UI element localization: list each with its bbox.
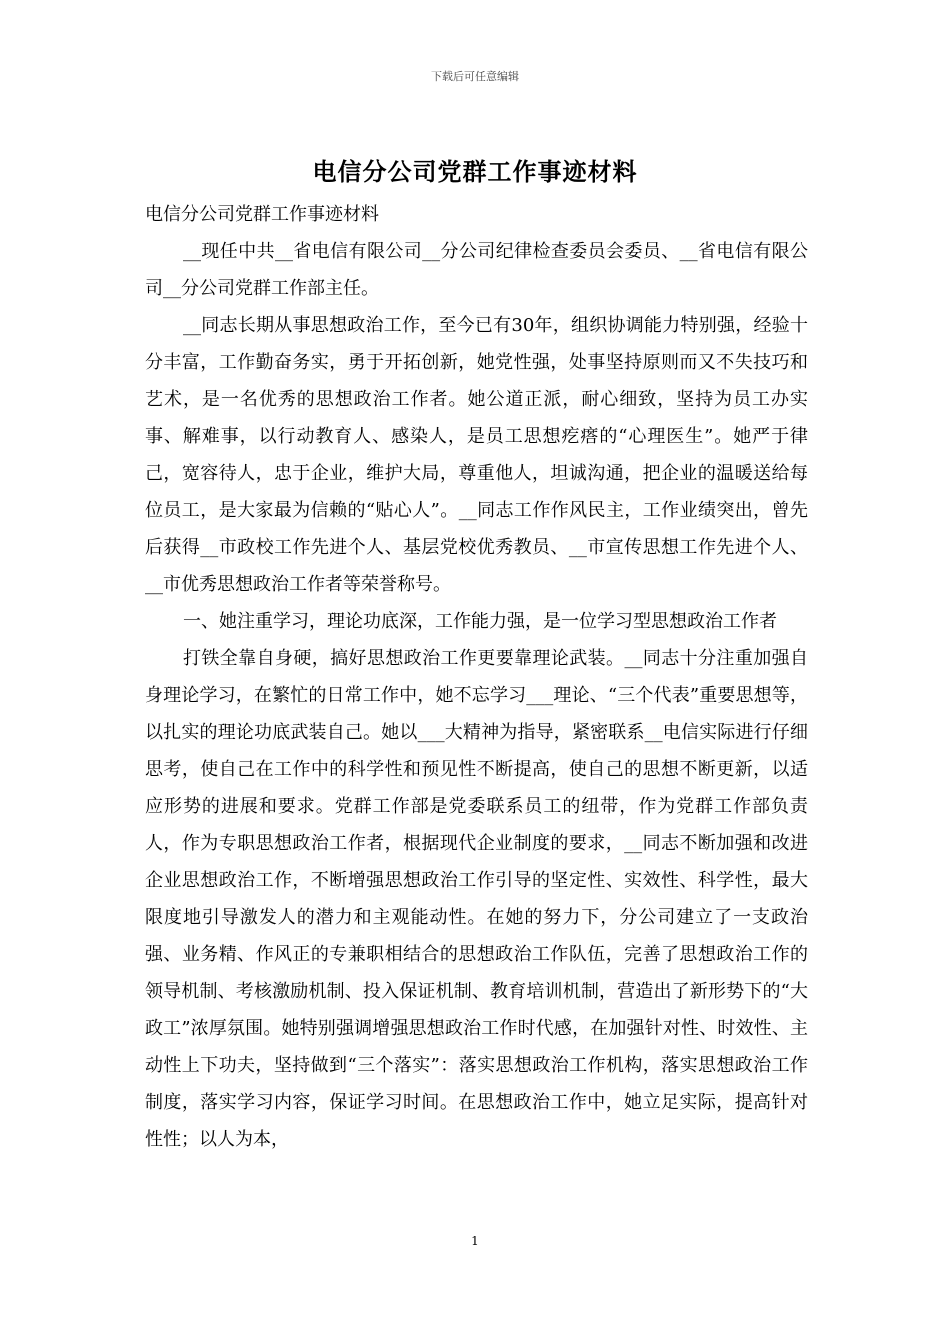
paragraph-subtitle: 电信分公司党群工作事迹材料 bbox=[145, 204, 379, 225]
paragraph: __现任中共__省电信有限公司__分公司纪律检查委员会委员、__省电信有限公司__分公司党群工作部主任。 bbox=[145, 241, 808, 299]
document-title: 电信分公司党群工作事迹材料 bbox=[312, 157, 638, 186]
paragraph: __同志长期从事思想政治工作，至今已有30年，组织协调能力特别强，经验十分丰富，工作勤奋务实，勇于开拓创新，她党性强，处事坚持原则而又不失技巧和艺术，是一名优秀的思想政治工作者。她公道正派，耐心细致，坚持为员工办实事、解难事，以行动教育人、感染人，是员工思想疙瘩的“心理医生”。她严于律己，宽容待人，忠于企业，维护大局，尊重他人，坦诚沟通，把企业的温暖送给每位员工，是大家最为信赖的“贴心人”。__同志工作作风民主，工作业绩突出，曾先后获得__市政校工作先进个人、基层党校优秀教员、__市宣传思想工作先进个人、__市优秀思想政治工作者等荣誉称号。 bbox=[145, 315, 808, 595]
paragraph: 打铁全靠自身硬，搞好思想政治工作更要靠理论武装。__同志十分注重加强自身理论学习，在繁忙的日常工作中，她不忘学习___理论、“三个代表”重要思想等，以扎实的理论功底武装自己。她以___大精神为指导，紧密联系__电信实际进行仔细思考，使自己在工作中的科学性和预见性不断提高，使自己的思想不断更新，以适应形势的进展和要求。党群工作部是党委联系员工的纽带，作为党群工作部负责人，作为专职思想政治工作者，根据现代企业制度的要求，__同志不断加强和改进企业思想政治工作，不断增强思想政治工作引导的坚定性、实效性、科学性，最大限度地引导激发人的潜力和主观能动性。在她的努力下，分公司建立了一支政治强、业务精、作风正的专兼职相结合的思想政治工作队伍，完善了思想政治工作的领导机制、考核激励机制、投入保证机制、教育培训机制，营造出了新形势下的“大政工”浓厚氛围。她特别强调增强思想政治工作时代感，在加强针对性、时效性、主动性上下功夫，坚持做到“三个落实”：落实思想政治工作机构，落实思想政治工作制度，落实学习内容，保证学习时间。在思想政治工作中，她立足实际，提高针对性性；以人为本， bbox=[145, 648, 808, 1150]
document-body bbox=[145, 196, 808, 1158]
header-note: 下载后可任意编辑 bbox=[431, 70, 519, 83]
page-number: 1 bbox=[471, 1234, 479, 1248]
section-heading: 一、她注重学习，理论功底深，工作能力强，是一位学习型思想政治工作者 bbox=[183, 611, 777, 632]
